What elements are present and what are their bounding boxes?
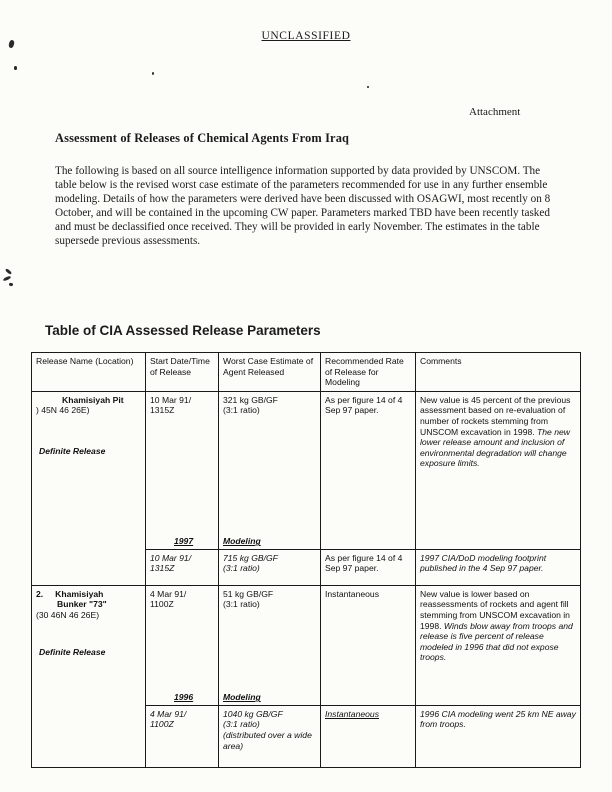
worst-case-ratio: (3:1 ratio): [223, 405, 260, 416]
worst-case-ratio: (3:1 ratio): [223, 599, 260, 610]
cell-comments-1: [416, 391, 581, 549]
scan-artifact: [152, 72, 154, 75]
modeling-label: Modeling: [223, 536, 261, 547]
worst-case-value: 51 kg GB/GF: [223, 588, 274, 599]
table-row-khamisiyah-bunker-73: [32, 585, 581, 705]
cell-release-name-1: [32, 391, 146, 585]
cell-comments-2: [416, 585, 581, 705]
table-row-khamisiyah-pit: [32, 391, 581, 549]
cell-rate-2: [321, 585, 416, 705]
cell-start-1: [146, 391, 219, 549]
sub-start-date: 10 Mar 91/: [150, 552, 192, 563]
cell-sub-worst-case-1: [219, 549, 321, 585]
header-release-name: Release Name (Location): [32, 353, 146, 392]
sub-start-time: 1315Z: [150, 563, 175, 574]
cell-sub-start-2: [146, 705, 219, 767]
cell-sub-start-1: [146, 549, 219, 585]
sub-year-label: 1996: [174, 692, 194, 703]
sub-start-date: 4 Mar 91/: [150, 708, 187, 719]
comment-text: New value is lower based on reassessments of rockets and agent fill stemming from UNSCOM excavation in 1998.: [420, 588, 570, 631]
sub-year-label: 1997: [174, 536, 194, 547]
modeling-label: Modeling: [223, 692, 261, 703]
worst-case-value: 321 kg GB/GF: [223, 394, 278, 405]
cell-sub-rate-2: [321, 705, 416, 767]
comment-text-italic: The new lower release amount and inclusion of environmental degradation will change exposure limits.: [420, 426, 570, 469]
header-start-datetime: Start Date/Time of Release: [146, 353, 219, 392]
release-name-line: [36, 589, 141, 600]
cell-rate-1: [321, 391, 416, 549]
modeling-ratio: (3:1 ratio): [223, 719, 260, 730]
scan-artifact: [367, 86, 369, 88]
start-datetime: [150, 589, 214, 610]
document-title: Assessment of Releases of Chemical Agents From Iraq: [55, 131, 350, 145]
classification-header: UNCLASSIFIED: [261, 30, 351, 42]
scan-artifact: [14, 66, 17, 70]
start-date: 4 Mar 91/: [150, 588, 187, 599]
release-parameters-table: [31, 352, 581, 768]
worst-case-estimate: [223, 589, 316, 610]
modeling-value: 1040 kg GB/GF: [223, 708, 283, 719]
cell-start-2: [146, 585, 219, 705]
start-time: 1315Z: [150, 405, 175, 416]
comment-text: New value is 45 percent of the previous assessment based on re-evaluation of number of rockets stemming from UNSCOM excavation in 1998.: [420, 394, 571, 437]
cell-sub-comments-1: [416, 549, 581, 585]
scan-artifact: [5, 268, 12, 275]
modeling-ratio: (3:1 ratio): [223, 563, 260, 574]
release-number: 2.: [36, 588, 44, 599]
scan-artifact: [3, 275, 12, 281]
sub-comment-text: 1996 CIA modeling went 25 km NE away from troops.: [420, 708, 576, 730]
cell-sub-comments-2: [416, 705, 581, 767]
release-type: Definite Release: [39, 646, 106, 657]
comment-text-italic: Winds blow away from troops and release is five percent of release modeled in 1996 that did not expose troops.: [420, 620, 573, 663]
cell-worst-case-1: [219, 391, 321, 549]
release-coordinates: (30 46N 46 26E): [36, 609, 100, 620]
sub-release-rate: Instantaneous: [325, 708, 379, 719]
sub-release-rate: As per figure 14 of 4 Sep 97 paper.: [325, 552, 403, 574]
table-header-row: [32, 353, 581, 392]
table-title: Table of CIA Assessed Release Parameters: [45, 323, 321, 338]
start-datetime: [150, 395, 214, 416]
header-rate: Recommended Rate of Release for Modeling: [321, 353, 416, 392]
cell-release-name-2: [32, 585, 146, 767]
start-date: 10 Mar 91/: [150, 394, 192, 405]
cell-sub-rate-1: [321, 549, 416, 585]
release-name: Khamisiyah: [55, 588, 104, 599]
attachment-label: Attachment: [469, 106, 521, 118]
release-type: Definite Release: [39, 445, 106, 456]
release-rate: As per figure 14 of 4 Sep 97 paper.: [325, 394, 403, 416]
cell-worst-case-2: [219, 585, 321, 705]
header-comments: Comments: [416, 353, 581, 392]
modeling-note: (distributed over a wide area): [223, 729, 312, 751]
cell-sub-worst-case-2: [219, 705, 321, 767]
release-coordinates: ) 45N 46 26E): [36, 405, 90, 416]
scan-artifact: [9, 283, 13, 287]
header-worst-case: Worst Case Estimate of Agent Released: [219, 353, 321, 392]
sub-start-time: 1100Z: [150, 719, 174, 730]
release-name: Khamisiyah Pit: [62, 394, 124, 405]
worst-case-estimate: [223, 395, 316, 416]
sub-comment-text: 1997 CIA/DoD modeling footprint published in the 4 Sep 97 paper.: [420, 552, 547, 574]
start-time: 1100Z: [150, 599, 174, 610]
release-rate: Instantaneous: [325, 588, 379, 599]
body-paragraph: The following is based on all source intelligence information supported by data provided by UNSCOM. The table below is the revised worst case estimate of the parameters recommended for use in any further ensemble modeling. Details of how the parameters were derived have been discussed with OSAGWI, most recently on 8 October, and will be contained in the upcoming CW paper. Parameters marked TBD have been recently tasked and must be declassified once received. They will be provided in early November. The estimates in the table supersede previous assessments.: [55, 165, 551, 248]
modeling-value: 715 kg GB/GF: [223, 552, 278, 563]
release-name-line2: Bunker "73": [57, 599, 107, 610]
